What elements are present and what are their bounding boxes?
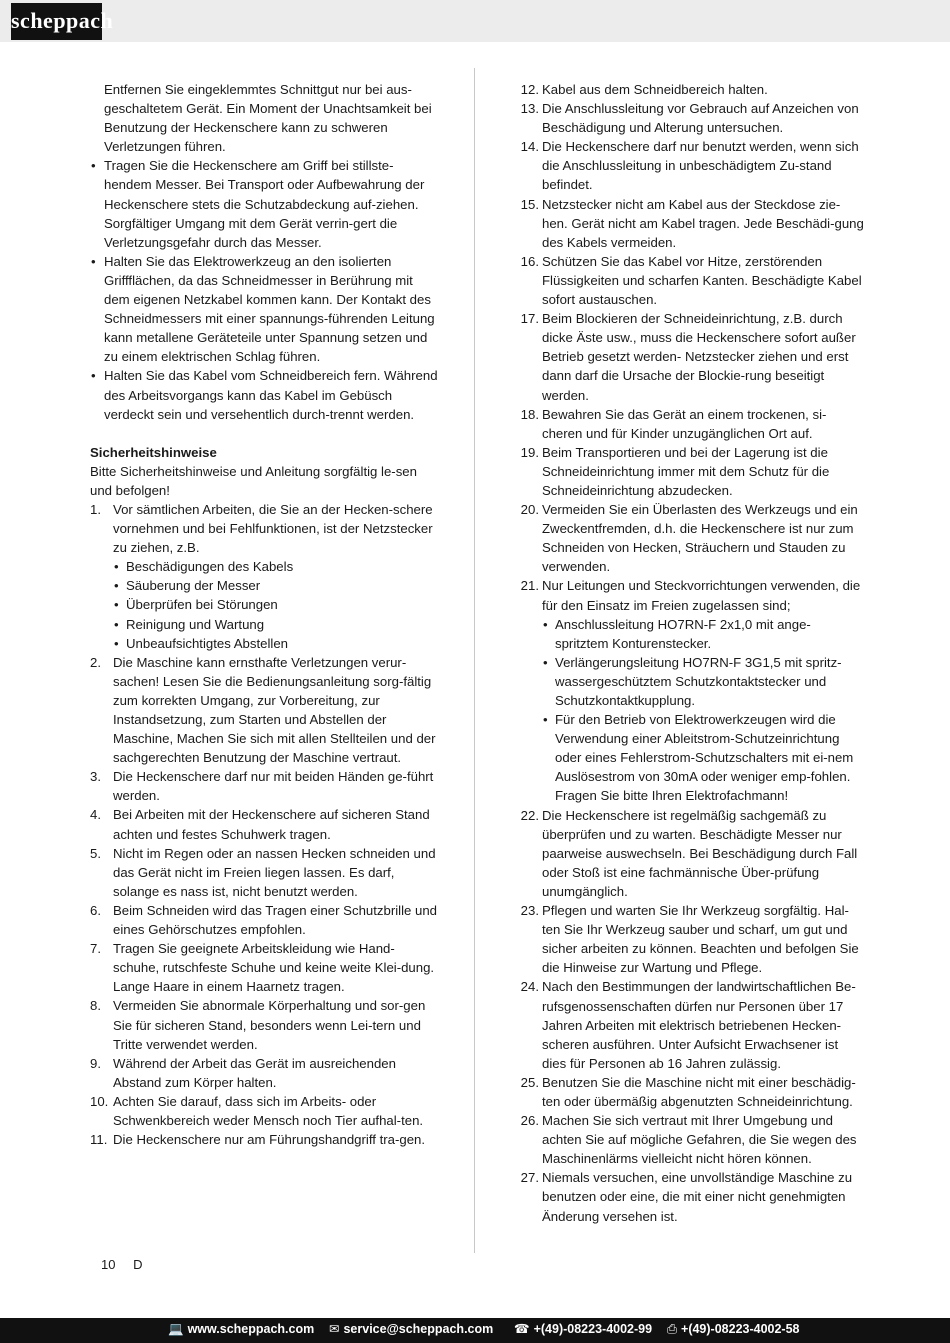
sub-bullet: • Überprüfen bei Störungen [90,595,440,614]
item-number: 9. [90,1055,101,1071]
item-number: 16. [520,253,539,269]
item-number: 23. [520,903,539,919]
item-number: 21. [520,578,539,594]
item-number: 10. [90,1093,109,1109]
bullet-item: • Tragen Sie die Heckenschere am Griff bei stillste-hendem Messer. Bei Transport oder Aufbewahrung der Heckenschere stets die Schutzabdeckung auf-ziehen. Sorgfältiger Umgang mit dem Gerät verrin-gert die Verletzungsgefahr durch das Messer. [90,156,440,251]
item-text: Pflegen und warten Sie Ihr Werkzeug sorgfältig. Hal-ten Sie Ihr Werkzeug sauber und scharf, um gut und sicher arbeiten zu können. Beachten und befolgen Sie die Hinweise zur Wartung und Pflege. [542,903,859,976]
numbered-item [519,137,864,194]
numbered-item [519,99,864,137]
item-number: 12. [520,82,539,97]
item-text: Vermeiden Sie abnormale Körperhaltung und sor-gen Sie für sicheren Stand, besonders wenn Lei-tern und Tritte verwendet werden. [113,998,426,1052]
item-number: 3. [90,769,101,785]
page-number-footer [101,1257,156,1272]
sub-bullet: • Unbeaufsichtigtes Abstellen [90,634,440,653]
sub-bullet: • Für den Betrieb von Elektrowerkzeugen wird die Verwendung einer Ableitstrom-Schutzeinrichtung oder eines Fehlerstrom-Schutzschalters mit ei-nem Auslösestrom von 30mA oder weniger emp-fohlen. Fragen Sie bitte Ihren Elektrofachmann! [519,710,864,805]
right-column [519,80,864,1226]
sub-bullet: • Beschädigungen des Kabels [90,557,440,576]
numbered-item [519,576,864,614]
phone-icon: ☎ [514,1322,530,1336]
item-text: Während der Arbeit das Gerät im ausreichenden Abstand zum Körper halten. [113,1055,396,1090]
sub-bullet: • Säuberung der Messer [90,576,440,595]
item-number: 24. [520,979,539,995]
item-text: Beim Transportieren und bei der Lagerung ist die Schneideinrichtung immer mit dem Schutz für die Schneideinrichtung abzudecken. [542,444,830,498]
item-text: Die Heckenschere darf nur mit beiden Händen ge-führt werden. [113,769,434,804]
item-text: Die Heckenschere ist regelmäßig sachgemäß zu überprüfen und zu warten. Beschädigte Messer nur paarweise auswechseln. Bei Beschädigung durch Fall oder Stoß ist eine fachmännische Über-prüfung unumgänglich. [542,807,858,899]
numbered-item [90,1130,440,1149]
language-code: D [133,1257,143,1272]
item-number: 26. [520,1113,539,1129]
header-bar [0,0,950,42]
numbered-item [519,1073,864,1111]
numbered-item [519,1111,864,1168]
numbered-item [519,309,864,404]
item-text: Bewahren Sie das Gerät an einem trockenen, si-cheren und für Kinder unzugänglichen Ort auf. [542,406,827,441]
numbered-item [90,767,440,805]
item-number: 4. [90,807,101,823]
fax-icon: ⎙ [667,1322,678,1336]
sub-bullet: • Reinigung und Wartung [90,615,440,634]
item-number: 5. [90,845,101,861]
numbered-item [90,805,440,843]
item-text: Vor sämtlichen Arbeiten, die Sie an der Hecken-schere vornehmen und bei Fehlfunktionen, ist der Netzstecker zu ziehen, z.B. [113,501,433,556]
item-text: Die Heckenschere darf nur benutzt werden, wenn sich die Anschlussleitung in unbeschädigtem Zu-stand befindet. [542,139,859,193]
bullet-item: • Halten Sie das Kabel vom Schneidbereich fern. Während des Arbeitsvorgangs kann das Kabel im Gebüsch verdeckt sein und versehentlich durch-trennt werden. [90,366,440,423]
monitor-icon: 💻 [168,1322,184,1336]
sub-bullet: • Anschlussleitung HO7RN-F 2x1,0 mit ange-spritztem Konturenstecker. [519,615,864,653]
phone-number[interactable]: ☎ +(49)-08223-4002-99 [514,1322,653,1336]
sub-bullet: • Verlängerungsleitung HO7RN-F 3G1,5 mit spritz-wassergeschütztem Schutzkontaktstecker und Schutzkontaktkupplung. [519,653,864,710]
item-number: 14. [520,139,539,155]
item-number: 18. [520,406,539,422]
item-text: Nicht im Regen oder an nassen Hecken schneiden und das Gerät nicht im Freien liegen lassen. Es darf, solange es nass ist, nicht benutzt werden. [113,845,436,899]
intro-paragraph: Entfernen Sie eingeklemmtes Schnittgut nur bei aus-geschaltetem Gerät. Ein Moment der Unachtsamkeit bei Benutzung der Heckenschere kann zu schweren Verletzungen führen. [104,82,432,155]
item-number: 17. [520,311,539,327]
item-text: Beim Schneiden wird das Tragen einer Schutzbrille und eines Gehörschutzes empfohlen. [113,902,438,938]
item-text: Machen Sie sich vertraut mit Ihrer Umgebung und achten Sie auf mögliche Gefahren, die Sie wegen des Maschinenlärms vielleicht nicht hören können. [542,1113,857,1167]
item-text: Netzstecker nicht am Kabel aus der Steckdose zie-hen. Gerät nicht am Kabel tragen. Jede Beschädi-gung des Kabels vermeiden. [542,196,864,250]
numbered-item [519,195,864,252]
numbered-item [519,1168,864,1225]
numbered-item [519,977,864,1072]
email-icon: ✉ [329,1322,340,1336]
item-text: Benutzen Sie die Maschine nicht mit einer beschädig-ten oder übermäßig abgenutzten Schneideinrichtung. [542,1074,856,1109]
numbered-item [90,901,440,939]
numbered-item [519,405,864,443]
numbered-item [90,500,440,557]
email-link[interactable]: ✉ service@scheppach.com [329,1322,494,1336]
numbered-item [519,901,864,977]
item-text: Die Anschlussleitung vor Gebrauch auf Anzeichen von Beschädigung und Alterung untersuchen. [542,101,859,136]
item-text: Achten Sie darauf, dass sich im Arbeits- oder Schwenkbereich weder Mensch noch Tier aufhal-ten. [113,1093,424,1128]
item-text: Beim Blockieren der Schneideinrichtung, z.B. durch dicke Äste usw., muss die Heckenschere sofort außer Betrieb gesetzt werden- Netzstecker ziehen und erst dann darf die Ursache der Blockie-rung beseitigt werden. [542,311,856,403]
contact-bar [0,1318,950,1343]
item-text: Schützen Sie das Kabel vor Hitze, zerstörenden Flüssigkeiten und scharfen Kanten. Beschädigte Kabel sofort austauschen. [542,253,862,308]
item-number: 22. [520,807,539,823]
page-number: 10 [101,1257,116,1272]
item-text: Die Maschine kann ernsthafte Verletzungen verur-sachen! Lesen Sie die Bedienungsanleitung sorg-fältig zum korrekten Umgang, zur Vorbereitung, zur Instandsetzung, zum Starten und Abstellen der Maschine, Machen Sie sich mit allen Stellteilen und der sachgerechten Benutzung der Maschine vertraut. [113,654,436,766]
numbered-item [519,500,864,576]
item-text: Bei Arbeiten mit der Heckenschere auf sicheren Stand achten und festes Schuhwerk tragen. [113,807,430,842]
item-text: Tragen Sie geeignete Arbeitskleidung wie Hand-schuhe, rutschfeste Schuhe und keine weite Klei-dung. Lange Haare in einem Haarnetz tragen. [113,941,435,995]
item-number: 2. [90,654,101,670]
item-number: 8. [90,998,101,1014]
section-heading: Sicherheitshinweise [90,444,217,460]
numbered-item [90,939,440,996]
item-number: 20. [520,502,539,518]
column-divider [474,68,475,1253]
website-link[interactable]: 💻 www.scheppach.com [168,1322,315,1336]
left-column [90,80,440,1149]
brand-logo: scheppach [11,3,102,40]
item-text: Niemals versuchen, eine unvollständige Maschine zu benutzen oder eine, die mit einer nicht genehmigten Änderung versehen ist. [542,1170,853,1224]
item-number: 11. [90,1132,108,1148]
item-number: 25. [520,1074,539,1090]
item-text: Nach den Bestimmungen der landwirtschaftlichen Be-rufsgenossenschaften dürfen nur Personen über 17 Jahren Arbeiten mit elektrisch betriebenen Hecken-scheren ausführen. Unter Aufsicht Erwachsener ist dies für Personen ab 16 Jahren zulässig. [542,979,856,1071]
item-number: 6. [90,902,101,918]
item-number: 1. [90,501,101,517]
fax-number: ⎙ +(49)-08223-4002-58 [667,1322,800,1336]
numbered-item [519,252,864,309]
numbered-item [90,996,440,1053]
numbered-item [519,443,864,500]
item-text: Die Heckenschere nur am Führungshandgriff tra-gen. [113,1132,426,1148]
numbered-item [90,844,440,901]
item-number: 15. [520,196,539,212]
numbered-item [90,653,440,768]
item-text: Vermeiden Sie ein Überlasten des Werkzeugs und ein Zweckentfremden, d.h. die Heckenschere ist nur zum Schneiden von Hecken, Sträuchern und Stauden zu verwenden. [542,502,858,575]
section-intro: Bitte Sicherheitshinweise und Anleitung sorgfältig le-sen und befolgen! [90,463,417,498]
numbered-item [519,80,864,99]
item-number: 13. [520,101,539,117]
bullet-item: • Halten Sie das Elektrowerkzeug an den isolierten Griffflächen, da das Schneidmesser in Berührung mit dem eigenen Netzkabel kommen kann. Der Kontakt des Schneidmessers mit einer spannungs-führenden Leitung kann metallene Geräteteile unter Spannung setzen und zu einem elektrischen Schlag führen. [90,252,440,367]
item-text: Nur Leitungen und Steckvorrichtungen verwenden, die für den Einsatz im Freien zugelassen sind; [542,578,861,613]
numbered-item [519,806,864,901]
item-number: 27. [520,1170,539,1186]
item-number: 19. [520,444,539,460]
item-number: 7. [90,941,101,957]
item-text: Kabel aus dem Schneidbereich halten. [542,82,768,97]
numbered-item [90,1092,440,1130]
numbered-item [90,1054,440,1092]
